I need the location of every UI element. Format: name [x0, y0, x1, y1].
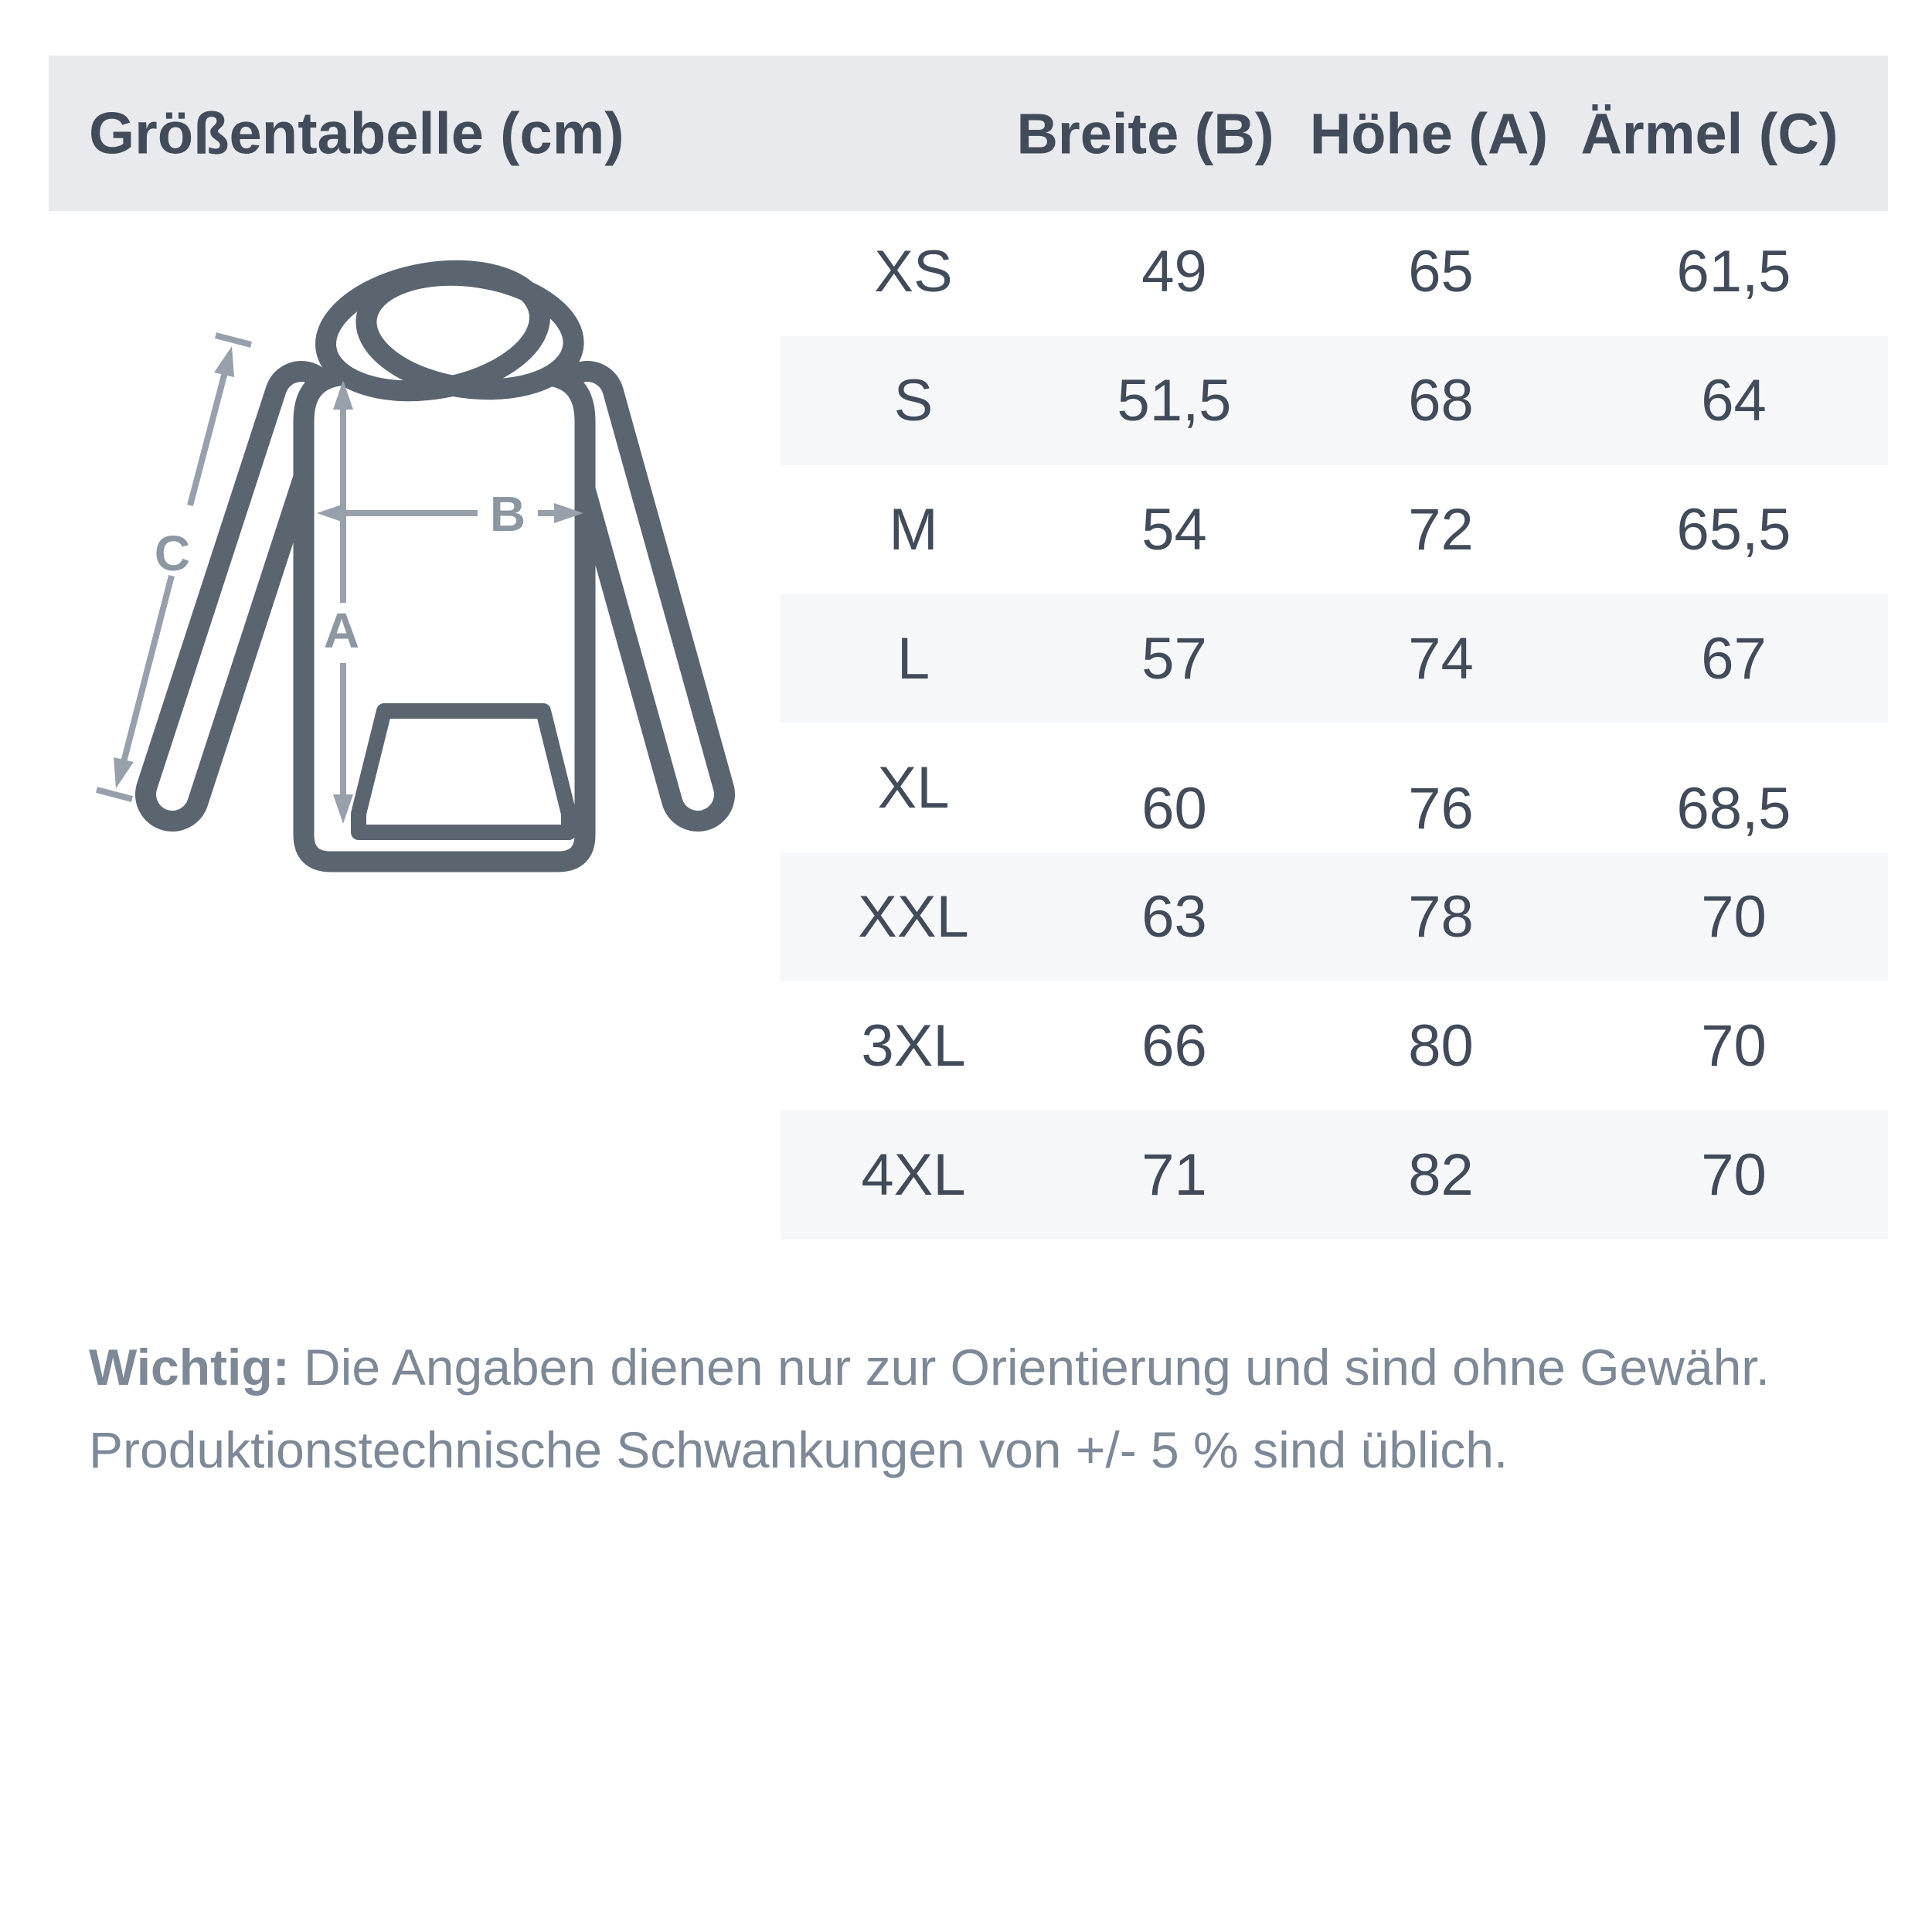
hoehe-cell: 80: [1408, 1013, 1474, 1079]
hoehe-cell: 74: [1408, 626, 1474, 692]
pocket-outline: [359, 711, 569, 832]
table-row: [781, 981, 1888, 1111]
breite-cell: 71: [1141, 1142, 1207, 1208]
column-header-hoehe: Höhe (A): [1309, 101, 1549, 165]
label-C: C: [154, 526, 191, 581]
size-cell: XS: [874, 239, 953, 304]
breite-cell: 57: [1141, 626, 1207, 692]
label-A: A: [323, 603, 360, 658]
breite-cell: 66: [1141, 1013, 1207, 1079]
table-row: [781, 465, 1888, 594]
size-cell: M: [889, 497, 938, 563]
size-cell: S: [893, 368, 934, 434]
breite-cell: 49: [1141, 239, 1207, 304]
breite-cell: 51,5: [1117, 368, 1232, 434]
size-cell: XXL: [858, 884, 969, 950]
column-header-aermel: Ärmel (C): [1580, 101, 1838, 165]
table-row: [781, 336, 1888, 465]
aermel-cell: 64: [1701, 368, 1767, 434]
page-title: Größentabelle (cm): [89, 100, 624, 166]
aermel-cell: 61,5: [1676, 239, 1791, 304]
size-cell: XL: [877, 755, 950, 821]
table-row: [781, 1111, 1888, 1240]
breite-cell: 63: [1141, 884, 1207, 950]
hoehe-cell: 68: [1408, 368, 1474, 434]
aermel-cell: 70: [1701, 884, 1767, 950]
hoehe-cell: 78: [1408, 884, 1474, 950]
table-row: [781, 594, 1888, 723]
size-table: [781, 207, 1888, 1240]
breite-cell: 54: [1141, 497, 1207, 563]
aermel-cell: 70: [1701, 1142, 1767, 1208]
hoehe-cell: 65: [1408, 239, 1474, 304]
size-cell: 3XL: [861, 1013, 966, 1079]
size-cell: 4XL: [861, 1142, 966, 1208]
breite-cell: 60: [1141, 776, 1207, 842]
table-row: [781, 852, 1888, 981]
note-line2: Produktionstechnische Schwankungen von +/- 5 % sind üblich.: [89, 1420, 1509, 1478]
hoodie-measurement-diagram: [46, 216, 781, 912]
note-emphasis: Wichtig:: [89, 1338, 290, 1396]
note-line1: Die Angaben dienen nur zur Orientierung und sind ohne Gewähr.: [304, 1338, 1770, 1396]
label-B: B: [489, 486, 526, 542]
aermel-cell: 67: [1701, 626, 1767, 692]
column-header-breite: Breite (B): [1016, 101, 1274, 165]
hoehe-cell: 72: [1408, 497, 1474, 563]
hoodie-outline: [172, 255, 698, 862]
aermel-cell: 70: [1701, 1013, 1767, 1079]
hoehe-cell: 82: [1408, 1142, 1474, 1208]
table-row: [781, 723, 1888, 852]
table-header-bar: [49, 56, 1888, 211]
hoehe-cell: 76: [1408, 776, 1474, 842]
size-cell: L: [896, 626, 930, 692]
important-note: [89, 1326, 1866, 1492]
aermel-cell: 65,5: [1676, 497, 1791, 563]
table-row: [781, 207, 1888, 336]
aermel-cell: 68,5: [1676, 776, 1791, 842]
